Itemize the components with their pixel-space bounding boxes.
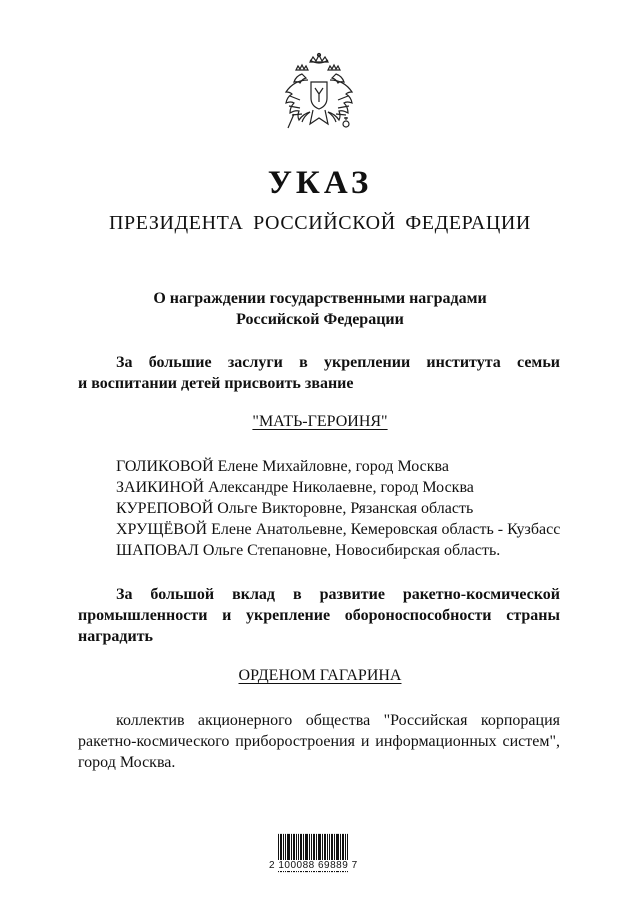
recipient-item: ХРУЩЁВОЙ Елене Анатольевне, Кемеровская область - Кузбасс — [116, 521, 561, 538]
award-title-mother-heroine — [0, 413, 640, 431]
recipient-item: ГОЛИКОВОЙ Елене Михайловне, город Москва — [116, 458, 449, 475]
section2-recipient — [78, 710, 560, 773]
recipient-line-2: ракетно-космического приборостроения и информационных систем", — [78, 733, 560, 750]
recipient-item: ШАПОВАЛ Ольге Степановне, Новосибирская область. — [116, 542, 501, 559]
section2-line-2: промышленности и укрепление обороноспособности страны — [78, 607, 560, 624]
recipient-item: ЗАИКИНОЙ Александре Николаевне, город Москва — [116, 479, 474, 496]
section2-preamble — [78, 584, 560, 647]
section2-line-1: За большой вклад в развитие ракетно-космической — [116, 586, 560, 603]
section2-line-3: наградить — [78, 628, 154, 645]
subject-line-1: О награждении государственными наградами — [153, 290, 487, 307]
recipient-list — [116, 456, 560, 561]
award-title-order-gagarin — [0, 667, 640, 685]
document-subtitle: ПРЕЗИДЕНТА РОССИЙСКОЙ ФЕДЕРАЦИИ — [109, 212, 531, 234]
recipient-line-3: город Москва. — [78, 754, 176, 771]
award-name: ОРДЕНОМ ГАГАРИНА — [238, 667, 402, 684]
recipient-item: КУРЕПОВОЙ Ольге Викторовне, Рязанская область — [116, 500, 474, 517]
subject-line-2: Российской Федерации — [236, 311, 404, 328]
section1-line-1: За большие заслуги в укреплении института семьи — [116, 354, 560, 371]
award-name: "МАТЬ-ГЕРОИНЯ" — [252, 413, 388, 430]
barcode-number: 2 100088 69889 7 — [269, 860, 358, 871]
coat-of-arms-emblem-icon — [280, 52, 358, 142]
recipient-line-1: коллектив акционерного общества "Российская корпорация — [116, 712, 560, 729]
decree-subject — [0, 288, 640, 330]
section1-line-2: и воспитании детей присвоить звание — [78, 375, 354, 392]
section1-preamble — [78, 352, 560, 394]
document-title: УКАЗ — [267, 165, 373, 201]
